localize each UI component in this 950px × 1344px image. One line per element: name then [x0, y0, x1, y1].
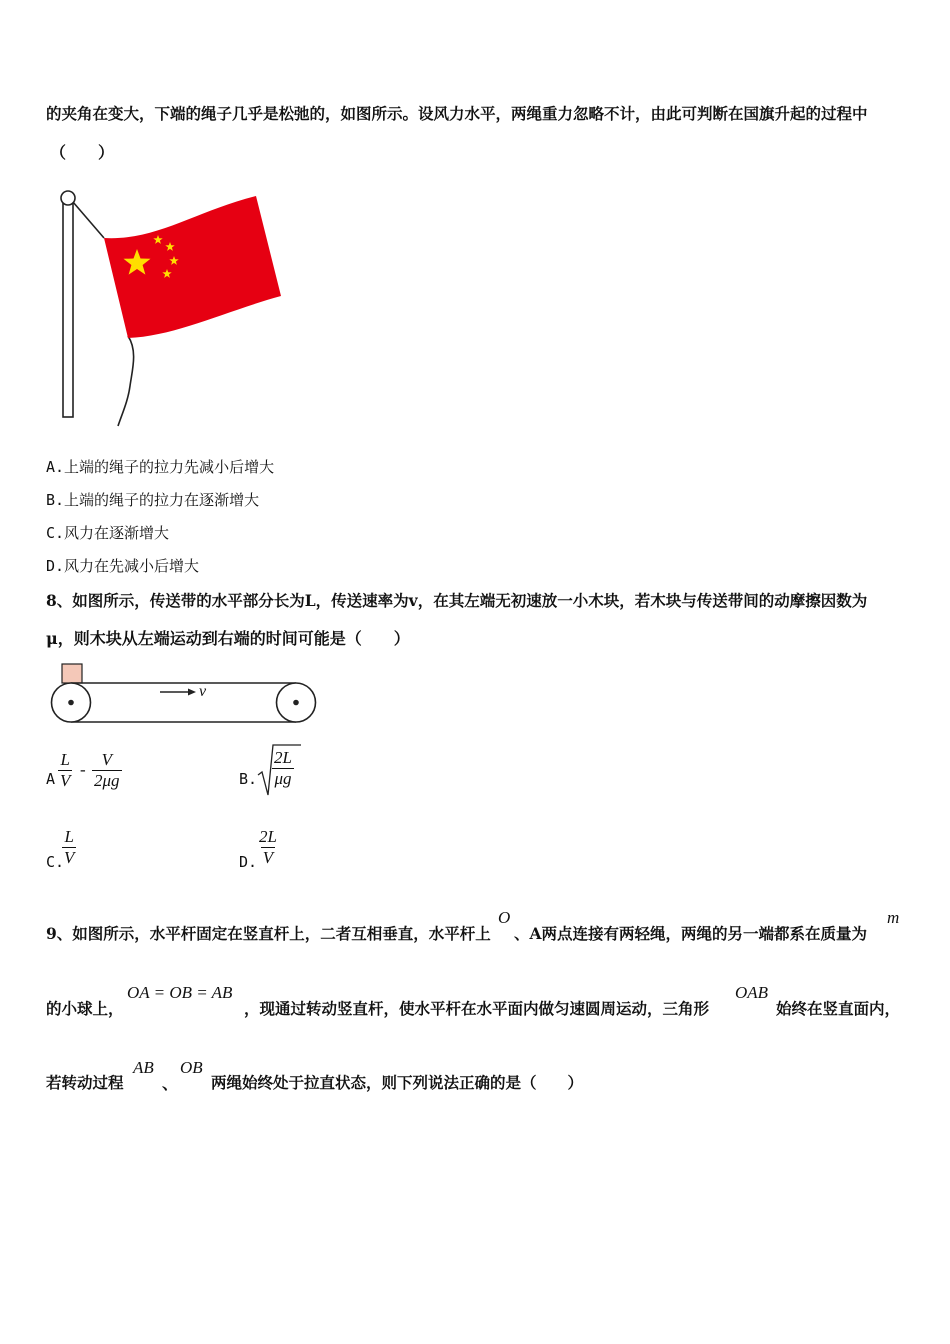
equation-oa-ob-ab: OA = OB = AB [127, 983, 233, 1002]
fraction-numerator: 2L [274, 748, 292, 767]
q9-stem-line3a: 若转动过程 [46, 1073, 124, 1092]
velocity-label: v [199, 683, 207, 700]
q9-stem-line2a: 的小球上， [46, 999, 124, 1018]
q7-option-a[interactable]: A.上端的绳子的拉力先减小后增大 [46, 458, 275, 476]
q8-option-d-fraction [257, 827, 279, 868]
upper-rope [73, 202, 104, 238]
wood-block [62, 664, 82, 683]
fraction-denominator: V [60, 771, 71, 790]
fraction-numerator: V [101, 750, 112, 769]
q8-option-a-fraction-1 [58, 750, 72, 791]
q8-stem-line1: 8、如图所示，传送带的水平部分长为L，传送速率为v，在其左端无初速放一小木块，若木块与传送带间的动摩擦因数为 [46, 591, 868, 610]
separator: 、 [162, 1074, 179, 1093]
symbol-oab: OAB [735, 983, 769, 1002]
q8-option-a-fraction-2 [92, 750, 122, 791]
flag-figure [46, 186, 306, 436]
q9-stem-line1b: 、A两点连接有两轻绳，两绳的另一端都系在质量为 [514, 924, 868, 943]
q7-option-c[interactable]: C.风力在逐渐增大 [46, 524, 170, 542]
q9-stem-line2b: ，现通过转动竖直杆，使水平杆在水平面内做匀速圆周运动，三角形 [244, 999, 710, 1018]
q9-stem-line1a: 9、如图所示，水平杆固定在竖直杆上，二者互相垂直，水平杆上 [46, 924, 491, 943]
flag-cloth [104, 196, 281, 338]
flagpole [63, 202, 73, 417]
q7-answer-blank: （ ） [50, 143, 115, 162]
fraction-numerator: L [60, 750, 70, 769]
q8-option-c-label[interactable]: C. [46, 853, 65, 871]
q7-option-b[interactable]: B.上端的绳子的拉力在逐渐增大 [46, 491, 260, 509]
q9-stem-line2c: 始终在竖直面内， [776, 999, 901, 1018]
q9-stem-line3b: 两绳始终处于拉直状态，则下列说法正确的是（ ） [211, 1073, 584, 1092]
fraction-denominator: V [262, 848, 274, 867]
q8-stem-line2: μ，则木块从左端运动到右端的时间可能是（ ） [46, 629, 410, 648]
fraction-numerator: L [64, 827, 74, 846]
fraction-numerator: 2L [259, 827, 277, 846]
right-roller-axle [293, 700, 299, 706]
fraction-denominator: μg [274, 769, 292, 788]
left-roller-axle [68, 700, 74, 706]
q8-option-a-label[interactable]: A [46, 770, 56, 788]
q8-option-d-label[interactable]: D. [239, 853, 258, 871]
symbol-ab: AB [133, 1058, 154, 1077]
q7-stem-line1: 的夹角在变大，下端的绳子几乎是松弛的，如图所示。设风力水平，两绳重力忽略不计，由此可判断在国旗升起的过程中 [46, 104, 868, 123]
symbol-o: O [498, 908, 511, 927]
lower-rope [118, 336, 134, 426]
symbol-ob: OB [180, 1058, 203, 1077]
velocity-arrow-head [188, 689, 196, 696]
fraction-denominator: V [64, 848, 75, 867]
conveyor-figure [48, 660, 328, 730]
q8-option-c-fraction [62, 827, 76, 868]
q7-option-d[interactable]: D.风力在先减小后增大 [46, 557, 200, 575]
q8-option-b-label[interactable]: B. [239, 770, 258, 788]
fraction-denominator: 2μg [94, 771, 120, 790]
q8-option-b-fraction [272, 748, 294, 789]
minus-sign: - [80, 760, 86, 779]
symbol-m: m [887, 908, 900, 927]
